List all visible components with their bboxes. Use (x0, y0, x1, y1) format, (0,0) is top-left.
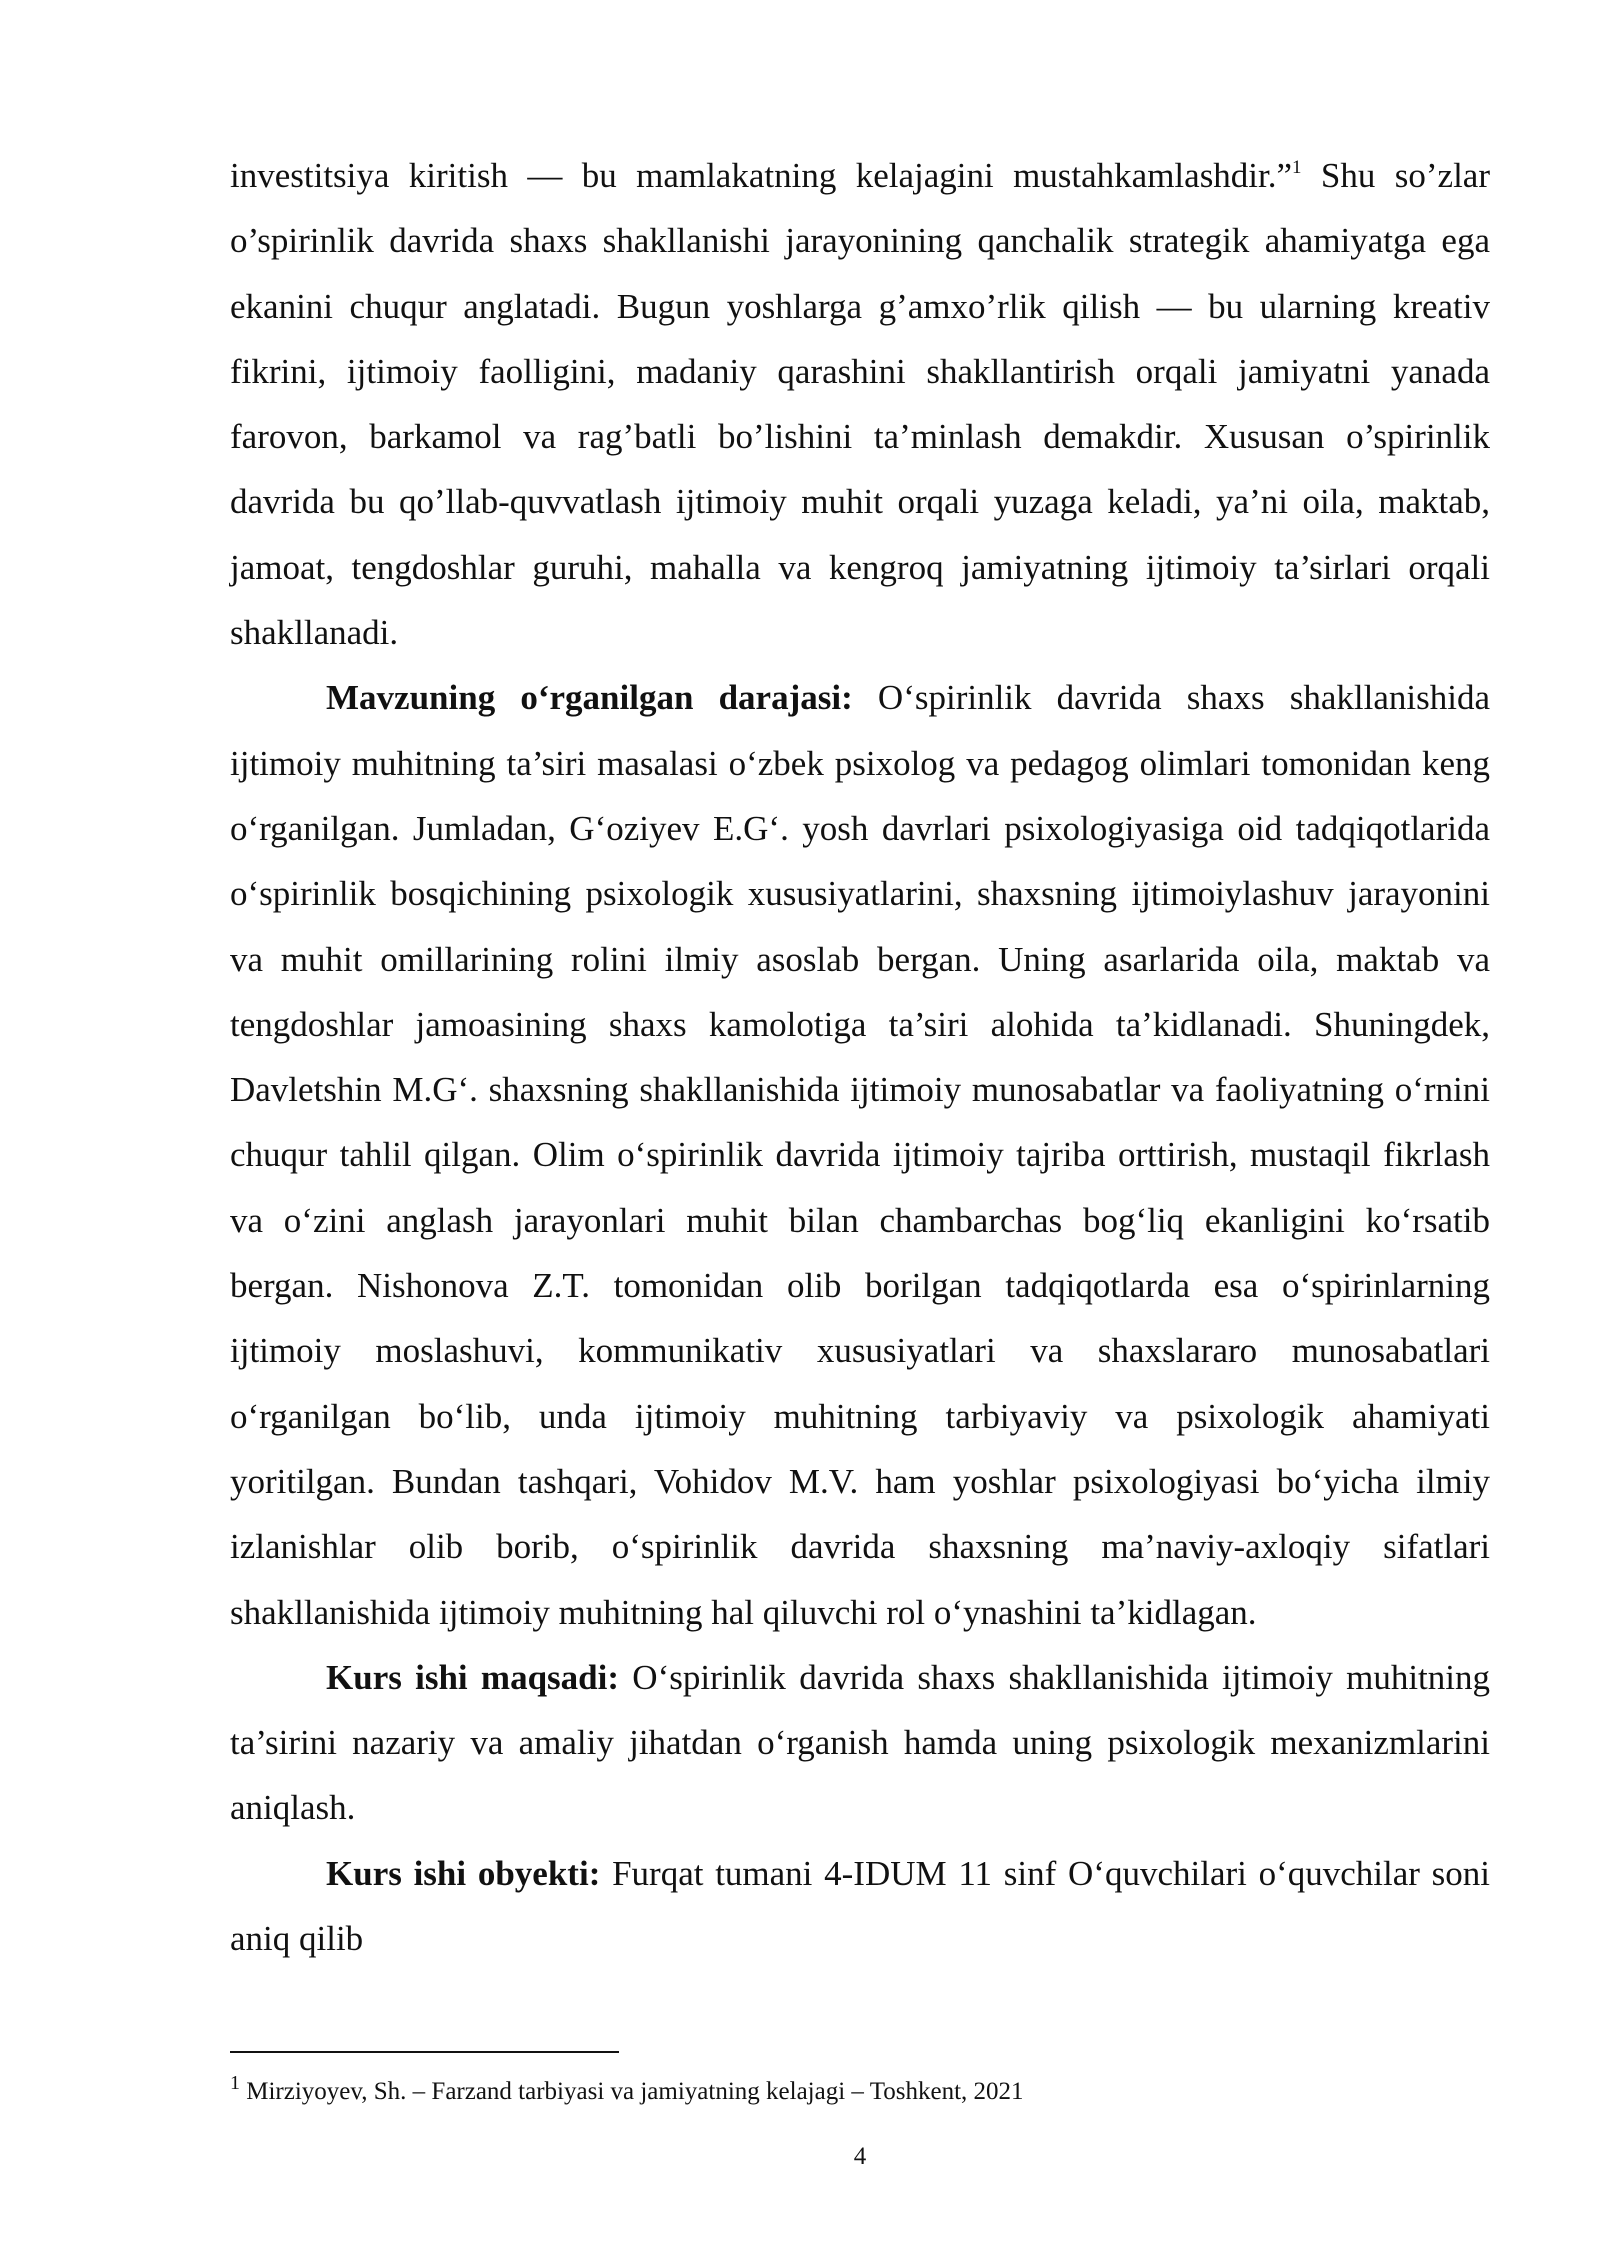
footnote-reference: 1 (1292, 157, 1302, 178)
paragraph-text: O‘spirinlik davrida shaxs shakllanishida ijtimoiy muhitning ta’siri masalasi o‘zbek psixolog va pedagog olimlari tomonidan keng o‘rganilgan. Jumladan, G‘oziyev E.G‘. yosh davrlari psixologiyasiga oid tadqiqotlarida o‘spirinlik bosqichining psixologik xususiyatlarini, shaxsning ijtimoiylashuv jarayonini va muhit omillarining rolini ilmiy asoslab bergan. Uning asarlarida oila, maktab va tengdoshlar jamoasining shaxs kamolotiga ta’siri alohida ta’kidlanadi. Shuningdek, Davletshin M.G‘. shaxsning shakllanishida ijtimoiy munosabatlar va faoliyatning o‘rnini chuqur tahlil qilgan. Olim o‘spirinlik davrida ijtimoiy tajriba orttirish, mustaqil fikrlash va o‘zini anglash jarayonlari muhit bilan chambarchas bog‘liq ekanligini ko‘rsatib bergan. Nishonova Z.T. tomonidan olib borilgan tadqiqotlarda esa o‘spirinlarning ijtimoiy moslashuvi, kommunikativ xususiyatlari va shaxslararo munosabatlari o‘rganilgan bo‘lib, unda ijtimoiy muhitning tarbiyaviy va psixologik ahamiyati yoritilgan. Bundan tashqari, Vohidov M.V. ham yoshlar psixologiyasi bo‘yicha ilmiy izlanishlar olib borib, o‘spirinlik davrida shaxsning ma’naviy-axloqiy sifatlari shakllanishida ijtimoiy muhitning hal qiluvchi rol o‘ynashini ta’kidlagan. (230, 678, 1490, 1632)
footnote-text: Mirziyoyev, Sh. – Farzand tarbiyasi va jamiyatning kelajagi – Toshkent, 2021 (240, 2078, 1024, 2105)
page-number: 4 (853, 2143, 867, 2170)
paragraph-text-before-ref: investitsiya kiritish — bu mamlakatning kelajagini mustahkamlashdir.” (230, 156, 1293, 195)
paragraph-heading: Mavzuning o‘rganilgan darajasi: (326, 678, 853, 718)
paragraph-text: O‘spirinlik davrida shaxs shakllanishida ijtimoiy muhitning ta’sirini nazariy va amaliy jihatdan o‘rganish hamda uning psixologik mexanizmlarini aniqlash. (230, 1657, 1491, 1828)
paragraph-study-level (230, 665, 1490, 1644)
paragraph-text: Shu so’zlar o’spirinlik davrida shaxs shakllanishi jarayonining qanchalik strategik ahamiyatga ega ekanini chuqur anglatadi. Bugun yoshlarga g’amxo’rlik qilish — bu ularning kreativ fikrini, ijtimoiy faolligini, madaniy qarashini shakllantirish orqali jamiyatni yanada farovon, barkamol va rag’batli bo’lishini ta’minlash demakdir. Xususan o’spirinlik davrida bu qo’llab-quvvatlash ijtimoiy muhit orqali yuzaga keladi, ya’ni oila, maktab, jamoat, tengdoshlar guruhi, mahalla va kengroq jamiyatning ijtimoiy ta’sirlari orqali shakllanadi. (230, 156, 1490, 653)
paragraph-goal (230, 1645, 1490, 1841)
paragraph-object (230, 1841, 1490, 1972)
paragraph-intro (230, 143, 1490, 665)
footnote-mark: 1 (230, 2072, 240, 2094)
paragraph-heading: Kurs ishi maqsadi: (326, 1657, 620, 1697)
footnote (230, 2074, 1490, 2110)
body-text (230, 143, 1490, 1971)
paragraph-text: Furqat tumani 4-IDUM 11 sinf O‘quvchilari o‘quvchilar soni aniq qilib (230, 1853, 1490, 1959)
paragraph-heading: Kurs ishi obyekti: (326, 1853, 601, 1893)
footnote-separator (230, 2051, 619, 2053)
